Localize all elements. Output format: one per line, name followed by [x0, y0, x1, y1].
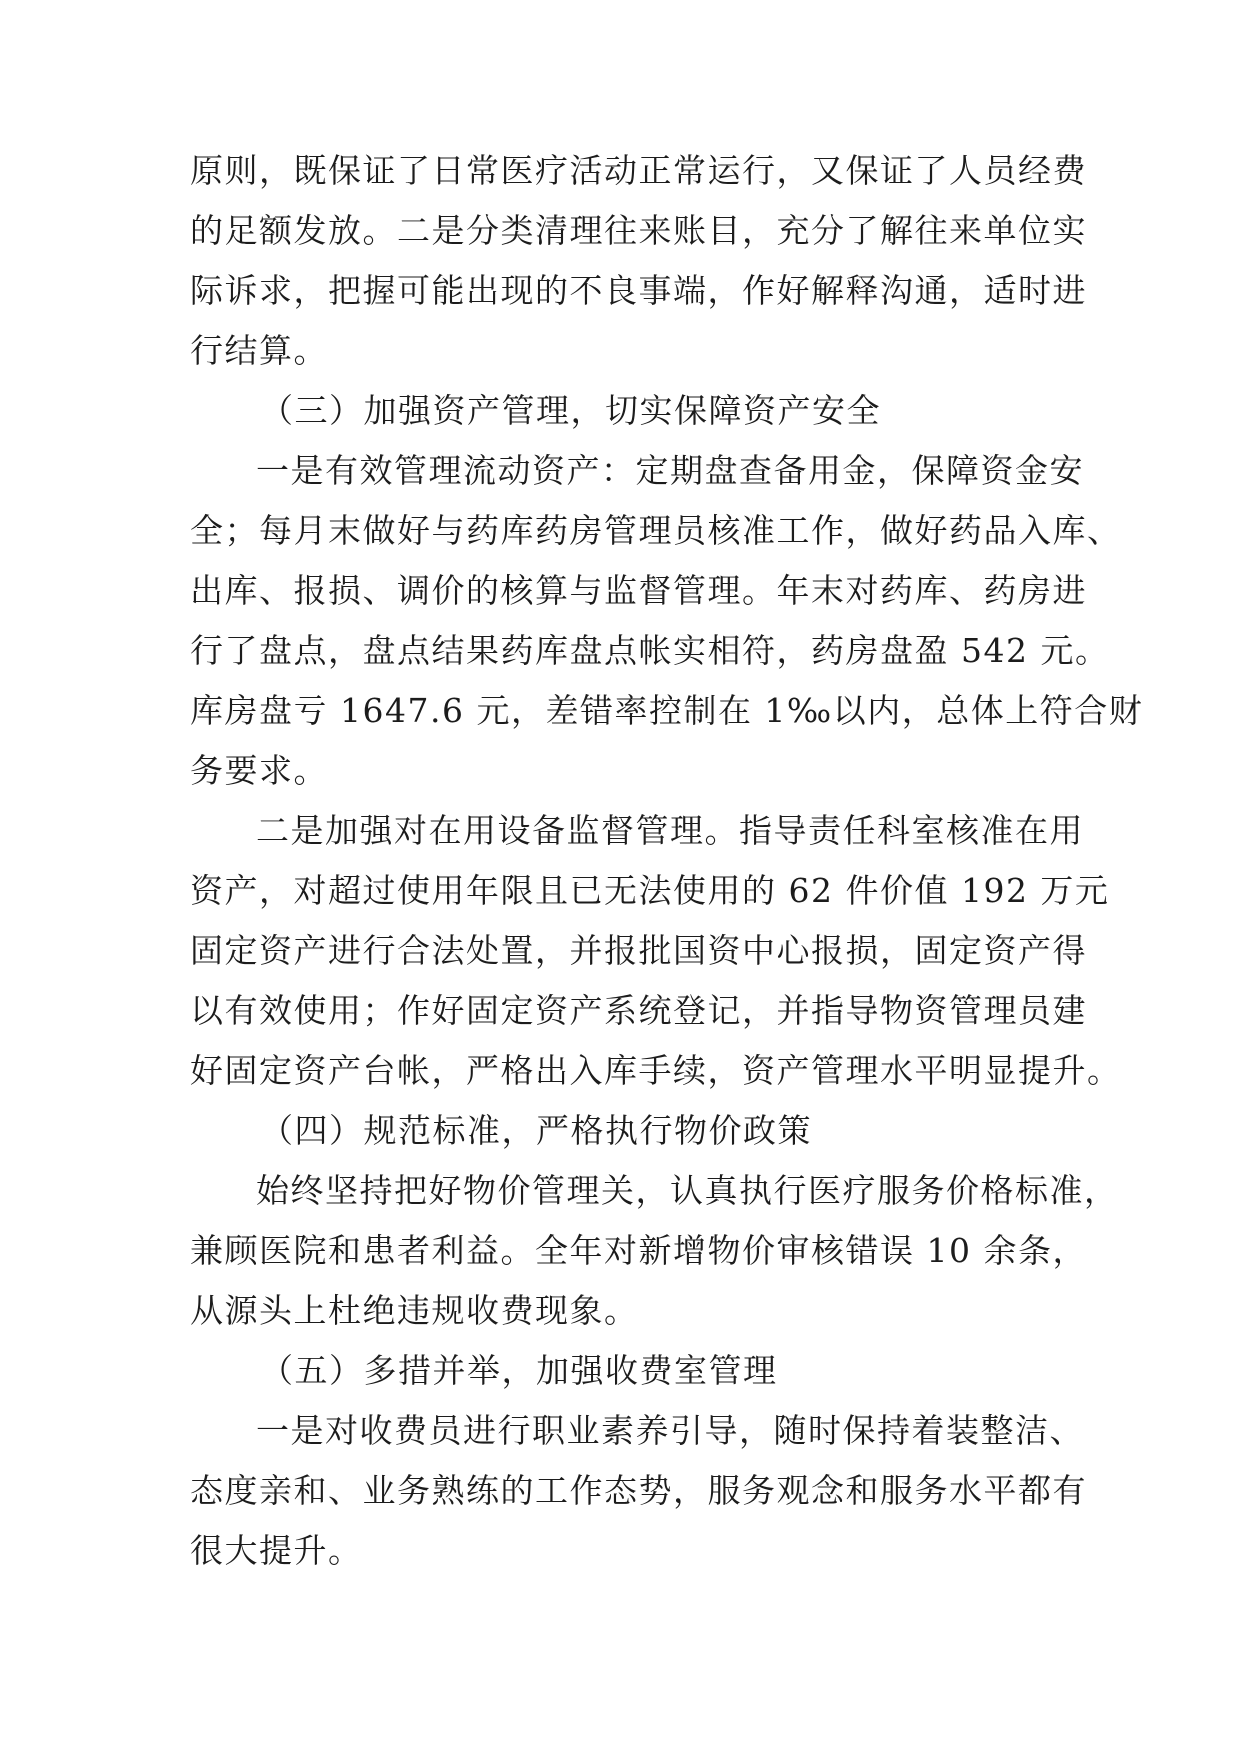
paragraph-line: 库房盘亏 1647.6 元，差错率控制在 1‰以内，总体上符合财 — [190, 691, 1144, 730]
paragraph-line: 固定资产进行合法处置，并报批国资中心报损，固定资产得 — [190, 931, 1087, 970]
section-heading-3: （三）加强资产管理，切实保障资产安全 — [260, 391, 881, 430]
section-heading-5: （五）多措并举，加强收费室管理 — [260, 1351, 778, 1390]
paragraph-line: 兼顾医院和患者利益。全年对新增物价审核错误 10 余条， — [190, 1231, 1087, 1270]
paragraph-line: 以有效使用；作好固定资产系统登记，并指导物资管理员建 — [190, 991, 1087, 1030]
paragraph-line: 态度亲和、业务熟练的工作态势，服务观念和服务水平都有 — [190, 1471, 1087, 1510]
paragraph-line: 的足额发放。二是分类清理往来账目，充分了解往来单位实 — [190, 211, 1087, 250]
paragraph-line: 始终坚持把好物价管理关，认真执行医疗服务价格标准， — [256, 1171, 1119, 1210]
paragraph-line: 全；每月末做好与药库药房管理员核准工作，做好药品入库、 — [190, 511, 1122, 550]
paragraph-line: 际诉求，把握可能出现的不良事端，作好解释沟通，适时进 — [190, 271, 1087, 310]
paragraph-line: 出库、报损、调价的核算与监督管理。年末对药库、药房进 — [190, 571, 1087, 610]
paragraph-line: 很大提升。 — [190, 1531, 363, 1570]
paragraph-line: 行了盘点，盘点结果药库盘点帐实相符，药房盘盈 542 元。 — [190, 631, 1110, 670]
section-heading-4: （四）规范标准，严格执行物价政策 — [260, 1111, 812, 1150]
paragraph-line: 行结算。 — [190, 331, 328, 370]
paragraph-line: 务要求。 — [190, 751, 328, 790]
paragraph-line: 资产，对超过使用年限且已无法使用的 62 件价值 192 万元 — [190, 871, 1110, 910]
paragraph-line: 原则，既保证了日常医疗活动正常运行，又保证了人员经费 — [190, 151, 1087, 190]
paragraph-line: 一是有效管理流动资产：定期盘查备用金，保障资金安 — [256, 451, 1084, 490]
paragraph-line: 好固定资产台帐，严格出入库手续，资产管理水平明显提升。 — [190, 1051, 1122, 1090]
paragraph-line: 二是加强对在用设备监督管理。指导责任科室核准在用 — [256, 811, 1084, 850]
paragraph-line: 从源头上杜绝违规收费现象。 — [190, 1291, 639, 1330]
paragraph-line: 一是对收费员进行职业素养引导，随时保持着装整洁、 — [256, 1411, 1084, 1450]
